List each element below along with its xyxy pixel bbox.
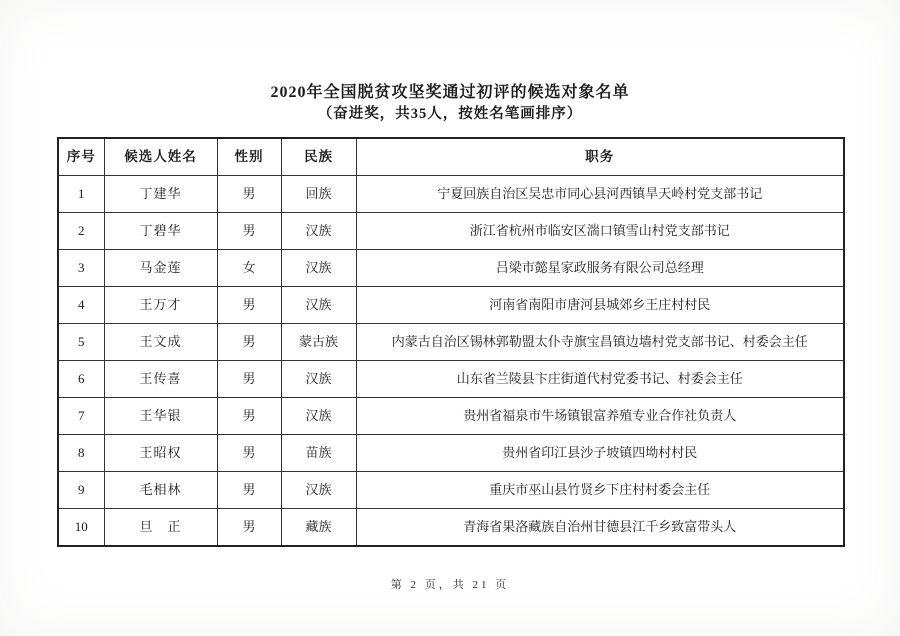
title-block [0, 82, 900, 125]
cell-name: 王昭权 [104, 435, 217, 472]
header-ethnicity: 民族 [281, 138, 356, 176]
cell-name: 丁建华 [104, 176, 217, 213]
cell-ethnicity: 汉族 [281, 361, 356, 398]
cell-position: 浙江省杭州市临安区湍口镇雪山村党支部书记 [356, 213, 844, 250]
cell-ethnicity: 汉族 [281, 287, 356, 324]
cell-gender: 男 [217, 176, 281, 213]
header-index: 序号 [58, 138, 104, 176]
cell-index: 6 [58, 361, 104, 398]
cell-position: 贵州省福泉市牛场镇银富养殖专业合作社负责人 [356, 398, 844, 435]
table-row [58, 287, 844, 324]
document-title: 2020年全国脱贫攻坚奖通过初评的候选对象名单 [270, 84, 630, 101]
cell-position: 吕梁市懿星家政服务有限公司总经理 [356, 250, 844, 287]
cell-name: 丁碧华 [104, 213, 217, 250]
cell-gender: 男 [217, 509, 281, 547]
cell-index: 3 [58, 250, 104, 287]
cell-position: 宁夏回族自治区吴忠市同心县河西镇旱天岭村党支部书记 [356, 176, 844, 213]
cell-ethnicity: 蒙古族 [281, 324, 356, 361]
cell-index: 7 [58, 398, 104, 435]
cell-index: 8 [58, 435, 104, 472]
cell-ethnicity: 汉族 [281, 250, 356, 287]
cell-index: 2 [58, 213, 104, 250]
cell-index: 1 [58, 176, 104, 213]
candidates-table [57, 137, 845, 547]
cell-gender: 女 [217, 250, 281, 287]
cell-ethnicity: 汉族 [281, 213, 356, 250]
table-row [58, 472, 844, 509]
table-row [58, 435, 844, 472]
header-candidate-name: 候选人姓名 [104, 138, 217, 176]
cell-name: 王文成 [104, 324, 217, 361]
cell-gender: 男 [217, 213, 281, 250]
cell-ethnicity: 藏族 [281, 509, 356, 547]
cell-ethnicity: 回族 [281, 176, 356, 213]
cell-ethnicity: 汉族 [281, 472, 356, 509]
table-row [58, 250, 844, 287]
table-row [58, 398, 844, 435]
cell-gender: 男 [217, 324, 281, 361]
cell-position: 山东省兰陵县卞庄街道代村党委书记、村委会主任 [356, 361, 844, 398]
table-row [58, 213, 844, 250]
cell-ethnicity: 苗族 [281, 435, 356, 472]
document-subtitle: （奋进奖，共35人，按姓名笔画排序） [317, 106, 583, 122]
table-row [58, 176, 844, 213]
table-row [58, 509, 844, 547]
cell-position: 青海省果洛藏族自治州甘德县江千乡致富带头人 [356, 509, 844, 547]
cell-index: 4 [58, 287, 104, 324]
header-position: 职务 [356, 138, 844, 176]
cell-name: 王万才 [104, 287, 217, 324]
cell-name: 王华银 [104, 398, 217, 435]
cell-name: 马金莲 [104, 250, 217, 287]
cell-position: 河南省南阳市唐河县城郊乡王庄村村民 [356, 287, 844, 324]
table-body [58, 176, 844, 547]
cell-gender: 男 [217, 361, 281, 398]
cell-gender: 男 [217, 472, 281, 509]
cell-position: 贵州省印江县沙子坡镇四坳村村民 [356, 435, 844, 472]
cell-index: 5 [58, 324, 104, 361]
cell-name: 旦 正 [104, 509, 217, 547]
cell-index: 9 [58, 472, 104, 509]
table-row [58, 361, 844, 398]
table-header-row [58, 138, 844, 176]
cell-gender: 男 [217, 398, 281, 435]
cell-gender: 男 [217, 435, 281, 472]
header-gender: 性别 [217, 138, 281, 176]
cell-position: 重庆市巫山县竹贤乡下庄村村委会主任 [356, 472, 844, 509]
cell-gender: 男 [217, 287, 281, 324]
cell-position: 内蒙古自治区锡林郭勒盟太仆寺旗宝昌镇边墙村党支部书记、村委会主任 [356, 324, 844, 361]
cell-name: 毛相林 [104, 472, 217, 509]
cell-ethnicity: 汉族 [281, 398, 356, 435]
cell-name: 王传喜 [104, 361, 217, 398]
page-number: 第 2 页，共 21 页 [390, 579, 510, 591]
cell-index: 10 [58, 509, 104, 547]
table-row [58, 324, 844, 361]
